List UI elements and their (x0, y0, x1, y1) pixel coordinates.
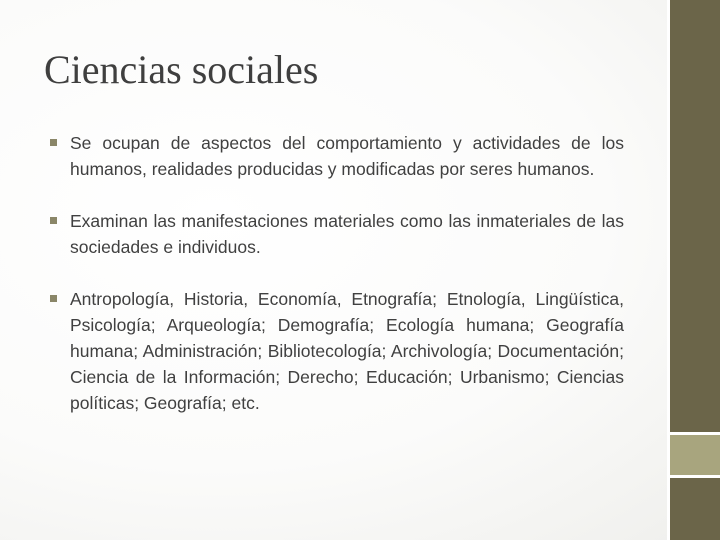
square-bullet-icon (50, 139, 57, 146)
square-bullet-icon (50, 295, 57, 302)
bullet-item (50, 286, 624, 416)
square-bullet-icon (50, 217, 57, 224)
bullet-text: Examinan las manifestaciones materiales como las inmateriales de las sociedades e individuos. (70, 211, 624, 257)
bullet-item (50, 130, 624, 182)
side-accent-block (667, 432, 720, 478)
bullet-text: Se ocupan de aspectos del comportamiento y actividades de los humanos, realidades producidas y modificadas por seres humanos. (70, 133, 624, 179)
bullet-text: Antropología, Historia, Economía, Etnografía; Etnología, Lingüística, Psicología; Arqueología; Demografía; Ecología humana; Geografía humana; Administración; Bibliotecología; Archivología; Documentación; Ciencia de la Información; Derecho; Educación; Urbanismo; Ciencias políticas; Geografía; etc. (70, 289, 624, 413)
slide-title: Ciencias sociales (44, 47, 319, 92)
bullet-list (50, 130, 624, 442)
bullet-item (50, 208, 624, 260)
